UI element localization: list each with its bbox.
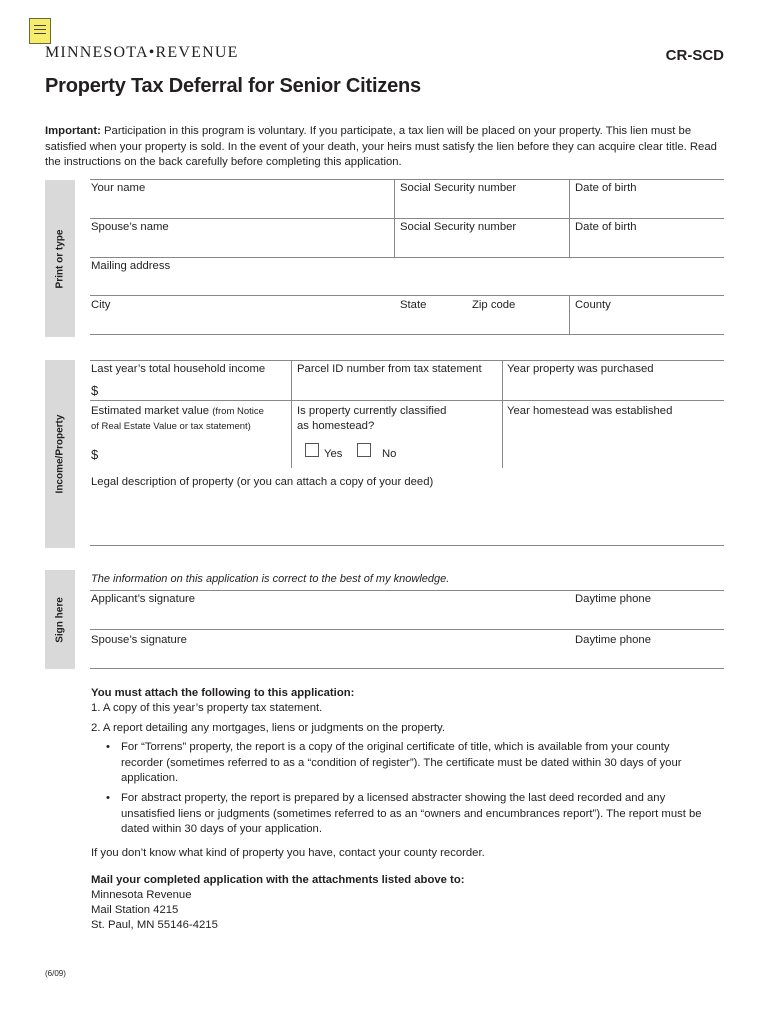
attachments-heading: You must attach the following to this application: <box>91 687 355 699</box>
spouse-dob-field[interactable]: Date of birth <box>575 221 637 233</box>
spouse-signature-field[interactable]: Spouse’s signature <box>91 634 187 646</box>
divider <box>291 360 292 468</box>
divider <box>394 218 395 257</box>
parcel-id-field[interactable]: Parcel ID number from tax statement <box>297 363 482 375</box>
section-label-print: Print or type <box>54 229 66 288</box>
household-income-field[interactable]: Last year’s total household income <box>91 363 266 375</box>
applicant-phone-field[interactable]: Daytime phone <box>575 593 651 605</box>
divider <box>90 334 724 335</box>
section-sign-here <box>45 570 75 669</box>
dob-field[interactable]: Date of birth <box>575 182 637 194</box>
intro-text: Participation in this program is voluntary. If you participate, a tax lien will be placed on your property. This lien must be satisfied when your property is sold. In the event of your death, your heirs must satisfy the lien before they can acquire clear title. Read the instructions on the back carefully before completing this application. <box>45 125 717 168</box>
section-label-sign: Sign here <box>54 596 66 643</box>
mailing-address-field[interactable]: Mailing address <box>91 260 171 272</box>
unknown-property-note: If you don’t know what kind of property you have, contact your county recorder. <box>91 847 485 859</box>
certification-statement: The information on this application is correct to the best of my knowledge. <box>91 573 450 585</box>
form-code: CR-SCD <box>665 47 724 64</box>
homestead-question: Is property currently classified <box>297 405 447 417</box>
section-print-or-type <box>45 180 75 337</box>
important-label: Important: <box>45 125 101 137</box>
divider <box>90 360 724 361</box>
homestead-question-2: as homestead? <box>297 420 375 432</box>
spouse-ssn-field[interactable]: Social Security number <box>400 221 517 233</box>
mail-line-2: Mail Station 4215 <box>91 904 179 916</box>
attachment-item-1: 1. A copy of this year’s property tax statement. <box>91 702 323 714</box>
divider <box>90 295 724 296</box>
abstract-bullet: For abstract property, the report is prepared by a licensed abstracter showing the last deed recorded and any unsatisfied liens or judgments (sometimes referred to as an “owners and encumbrances report”). The report must be dated within 30 days of your application. <box>121 792 702 835</box>
torrens-bullet: For “Torrens” property, the report is a copy of the original certificate of title, which is available from your county recorder (sometimes referred to as a “condition of register”). The certificate must be dated within 30 days of your application. <box>121 741 682 784</box>
yes-label: Yes <box>324 448 343 460</box>
divider <box>90 629 724 630</box>
market-value-label: Estimated market value <box>91 405 210 417</box>
page-title: Property Tax Deferral for Senior Citizens <box>45 75 421 97</box>
section-income-property <box>45 360 75 548</box>
city-field[interactable]: City <box>91 299 111 311</box>
divider <box>394 179 395 218</box>
market-value-note-2: of Real Estate Value or tax statement) <box>91 421 251 432</box>
divider <box>90 257 724 258</box>
divider <box>569 179 570 218</box>
market-value-field[interactable] <box>91 405 264 417</box>
divider <box>569 218 570 257</box>
divider <box>502 360 503 468</box>
no-checkbox[interactable] <box>357 443 371 457</box>
minnesota-revenue-logo: MINNESOTA•REVENUE <box>45 44 239 61</box>
mail-heading: Mail your completed application with the attachments listed above to: <box>91 874 465 886</box>
legal-description-field[interactable]: Legal description of property (or you can attach a copy of your deed) <box>91 476 434 488</box>
ssn-field[interactable]: Social Security number <box>400 182 517 194</box>
divider <box>569 295 570 334</box>
divider <box>90 179 724 180</box>
divider <box>90 668 724 669</box>
no-label: No <box>382 448 397 460</box>
year-purchased-field[interactable]: Year property was purchased <box>507 363 654 375</box>
intro-paragraph <box>45 124 725 171</box>
divider <box>90 218 724 219</box>
section-label-income: Income/Property <box>54 414 66 494</box>
zip-field[interactable]: Zip code <box>472 299 516 311</box>
divider <box>90 545 724 546</box>
divider <box>90 400 724 401</box>
spouse-name-field[interactable]: Spouse’s name <box>91 221 169 233</box>
county-field[interactable]: County <box>575 299 611 311</box>
sticky-note-icon[interactable] <box>29 18 51 44</box>
applicant-signature-field[interactable]: Applicant’s signature <box>91 593 196 605</box>
state-field[interactable]: State <box>400 299 427 311</box>
mail-line-3: St. Paul, MN 55146-4215 <box>91 919 218 931</box>
revision-date: (6/09) <box>45 969 66 978</box>
bullet-icon: • <box>106 792 110 804</box>
your-name-field[interactable]: Your name <box>91 182 146 194</box>
mail-line-1: Minnesota Revenue <box>91 889 192 901</box>
dollar-sign: $ <box>91 447 99 462</box>
year-homestead-field[interactable]: Year homestead was established <box>507 405 673 417</box>
dollar-sign: $ <box>91 383 99 398</box>
divider <box>90 590 724 591</box>
market-value-note: (from Notice <box>212 406 264 417</box>
spouse-phone-field[interactable]: Daytime phone <box>575 634 651 646</box>
attachment-item-2: 2. A report detailing any mortgages, liens or judgments on the property. <box>91 722 445 734</box>
yes-checkbox[interactable] <box>305 443 319 457</box>
bullet-icon: • <box>106 741 110 753</box>
